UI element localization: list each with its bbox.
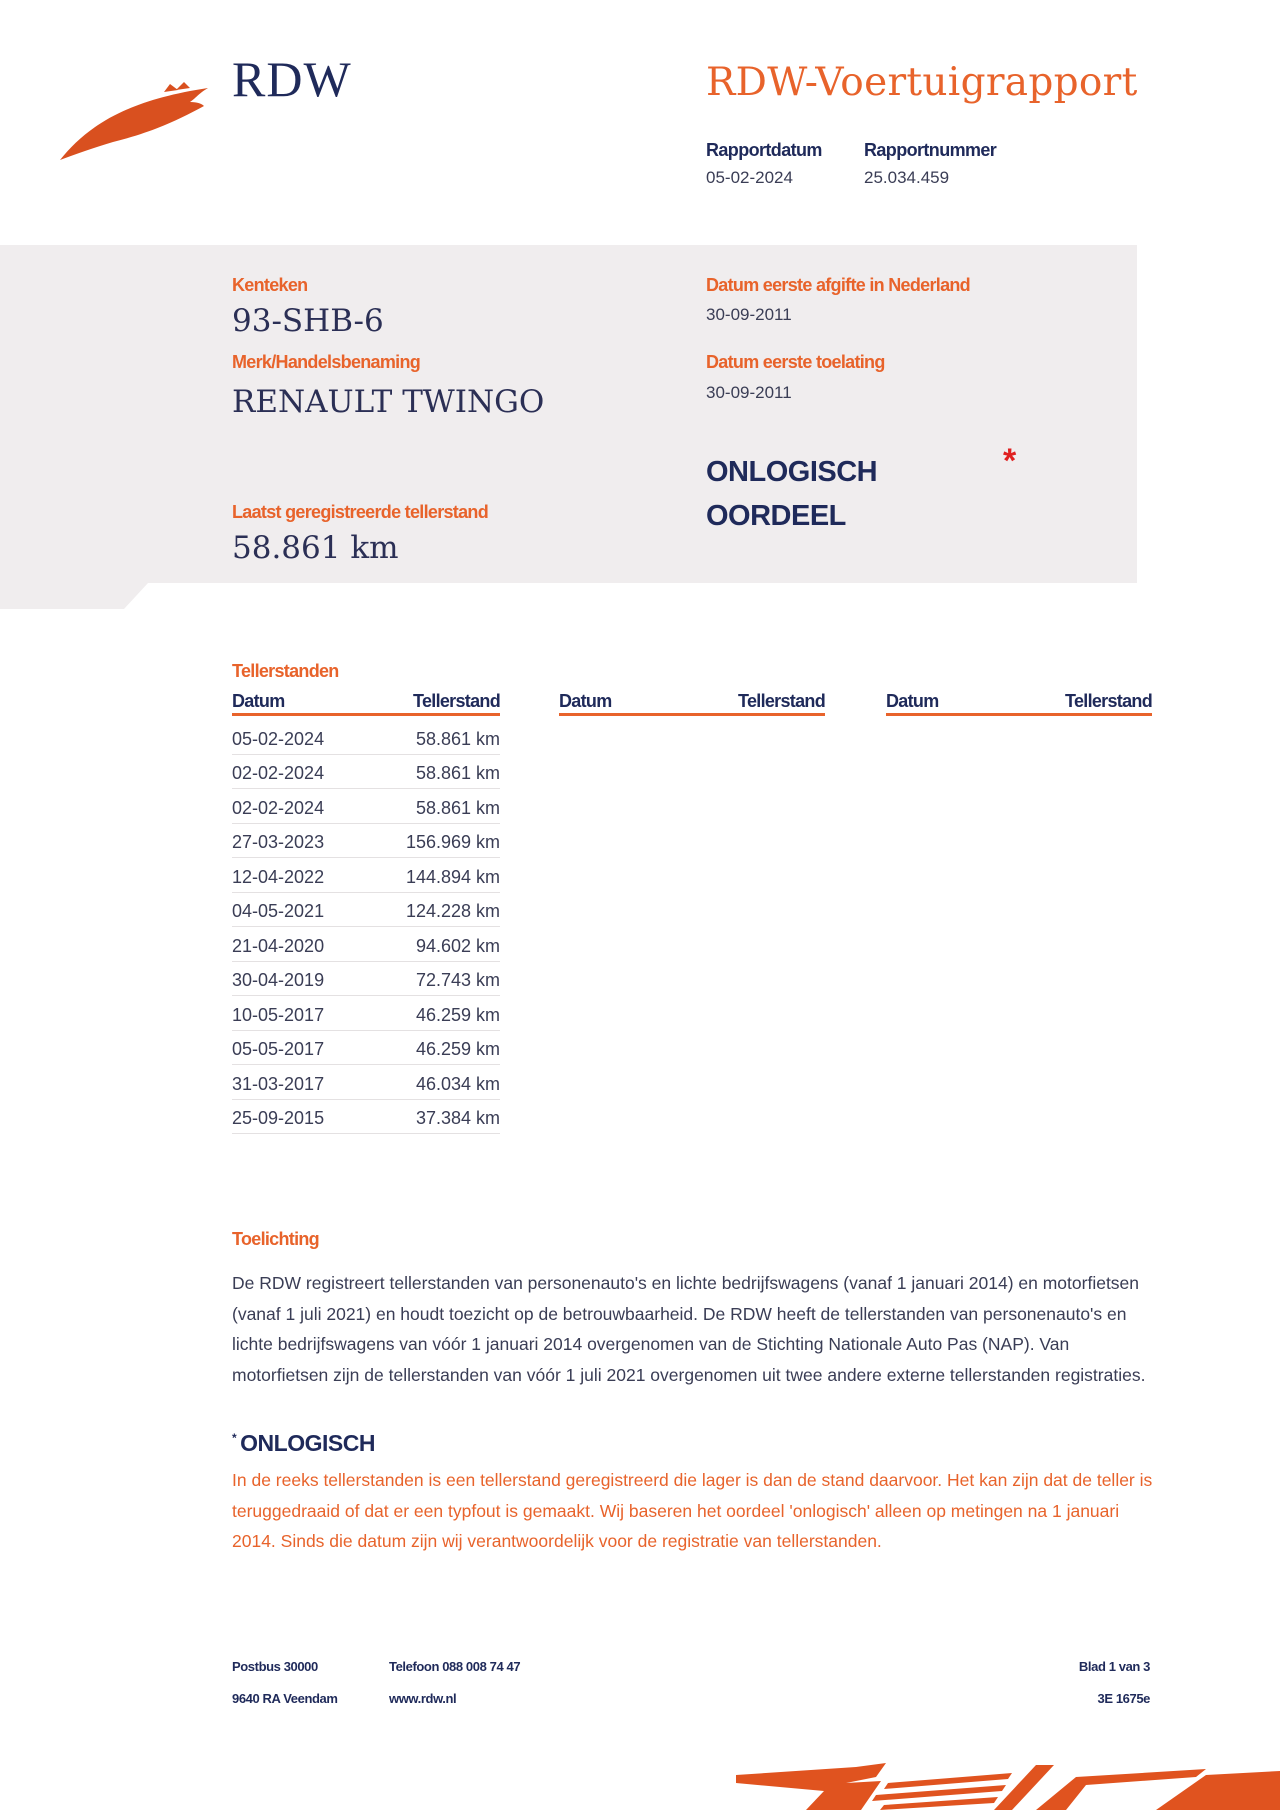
row-reading: 124.228 km: [405, 901, 500, 921]
row-reading: 58.861 km: [415, 729, 500, 749]
rdw-road-stripes-graphic: [736, 1755, 1280, 1810]
row-date: 02-02-2024: [232, 763, 325, 783]
report-date: 05-02-2024: [706, 168, 793, 187]
row-date: 27-03-2023: [232, 832, 325, 852]
explanation-title: Toelichting: [232, 1229, 319, 1249]
first-nl-date-label: Datum eerste afgifte in Nederland: [706, 275, 970, 295]
report-title: RDW-Voertuigrapport: [706, 60, 1138, 105]
table-row: [232, 1066, 500, 1100]
col-header-reading-2: Tellerstand: [738, 691, 825, 711]
row-date: 30-04-2019: [232, 970, 325, 990]
verdict-line-1: ONLOGISCH: [706, 456, 878, 488]
footer-website[interactable]: www.rdw.nl: [389, 1691, 457, 1706]
col-header-date-2: Datum: [559, 691, 612, 711]
table-row: [232, 790, 500, 824]
footer-page-number: Blad 1 van 3: [1078, 1659, 1150, 1674]
row-date: 12-04-2022: [232, 867, 325, 887]
table-row: [232, 893, 500, 927]
plate-label: Kenteken: [232, 275, 308, 295]
onlogisch-body: In de reeks tellerstanden is een tellerstand geregistreerd die lager is dan de stand daarvoor. Het kan zijn dat de teller is teruggedraaid of dat er een typfout is gemaakt. Wij baseren het oordeel 'onlogisch' alleen op metingen na 1 januari 2014. Sinds die datum zijn wij verantwoordelijk voor de registratie van tellerstanden.: [232, 1470, 1153, 1551]
first-admission-label: Datum eerste toelating: [706, 352, 885, 372]
first-admission-date: 30-09-2011: [706, 383, 792, 402]
footer-doc-code: 3E 1675e: [1097, 1691, 1150, 1706]
col-header-date-1: Datum: [232, 691, 285, 711]
onlogisch-title: [232, 1430, 375, 1457]
report-number: 25.034.459: [864, 168, 950, 187]
row-reading: 58.861 km: [415, 763, 500, 783]
plate-value: 93-SHB-6: [232, 303, 384, 339]
first-nl-date: 30-09-2011: [706, 305, 792, 324]
table-row: [232, 997, 500, 1031]
row-date: 04-05-2021: [232, 901, 325, 921]
table-row: [232, 1031, 500, 1065]
footer-phone: Telefoon 088 008 74 47: [389, 1659, 521, 1674]
row-reading: 46.259 km: [415, 1005, 500, 1025]
report-date-label: Rapportdatum: [706, 140, 822, 160]
report-number-label: Rapportnummer: [864, 140, 997, 160]
header-rule-3: [886, 713, 1152, 716]
verdict-star-marker: *: [1003, 442, 1017, 480]
footer-address-line-2: 9640 RA Veendam: [232, 1691, 338, 1706]
last-odometer-label: Laatst geregistreerde tellerstand: [232, 502, 489, 522]
table-row: [232, 928, 500, 962]
row-date: 21-04-2020: [232, 936, 325, 956]
explanation-body: De RDW registreert tellerstanden van personenauto's en lichte bedrijfswagens (vanaf 1 januari 2014) en motorfietsen (vanaf 1 juli 2021) en houdt toezicht op de betrouwbaarheid. De RDW heeft de tellerstanden van personenauto's en lichte bedrijfswagens van vóór 1 januari 2014 overgenomen van de Stichting Nationale Auto Pas (NAP). Van motorfietsen zijn de tellerstanden van vóór 1 juli 2021 overgenomen uit twee andere externe tellerstanden registraties.: [232, 1273, 1146, 1385]
col-header-reading-3: Tellerstand: [1065, 691, 1152, 711]
odometer-section-title: Tellerstanden: [232, 661, 339, 681]
row-date: 05-05-2017: [232, 1039, 325, 1059]
header-rule-1: [232, 713, 500, 716]
row-reading: 58.861 km: [415, 798, 500, 818]
brand-value: RENAULT TWINGO: [232, 384, 545, 420]
rdw-feather-logo-icon: [58, 80, 210, 162]
row-reading: 156.969 km: [405, 832, 500, 852]
verdict: [706, 450, 877, 538]
row-date: 31-03-2017: [232, 1074, 325, 1094]
col-header-date-3: Datum: [886, 691, 939, 711]
header-rule-2: [559, 713, 825, 716]
onlogisch-marker: *: [232, 1431, 237, 1446]
table-row: [232, 1100, 500, 1134]
row-reading: 144.894 km: [405, 867, 500, 887]
row-date: 10-05-2017: [232, 1005, 325, 1025]
brand-label: Merk/Handelsbenaming: [232, 352, 421, 372]
table-row: [232, 721, 500, 755]
vehicle-summary-panel: [0, 245, 1137, 609]
last-odometer-value: 58.861 km: [232, 530, 399, 566]
onlogisch-title-text: ONLOGISCH: [240, 1430, 375, 1456]
col-header-reading-1: Tellerstand: [413, 691, 500, 711]
row-reading: 37.384 km: [415, 1108, 500, 1128]
row-reading: 46.259 km: [415, 1039, 500, 1059]
table-row: [232, 824, 500, 858]
verdict-line-2: OORDEEL: [706, 500, 846, 532]
rdw-logo-text: RDW: [232, 51, 352, 107]
row-date: 25-09-2015: [232, 1108, 325, 1128]
row-reading: 94.602 km: [415, 936, 500, 956]
table-row: [232, 755, 500, 789]
row-date: 02-02-2024: [232, 798, 325, 818]
table-row: [232, 962, 500, 996]
row-date: 05-02-2024: [232, 729, 325, 749]
table-row: [232, 859, 500, 893]
footer-address-line-1: Postbus 30000: [232, 1659, 318, 1674]
row-reading: 46.034 km: [415, 1074, 500, 1094]
row-reading: 72.743 km: [415, 970, 500, 990]
